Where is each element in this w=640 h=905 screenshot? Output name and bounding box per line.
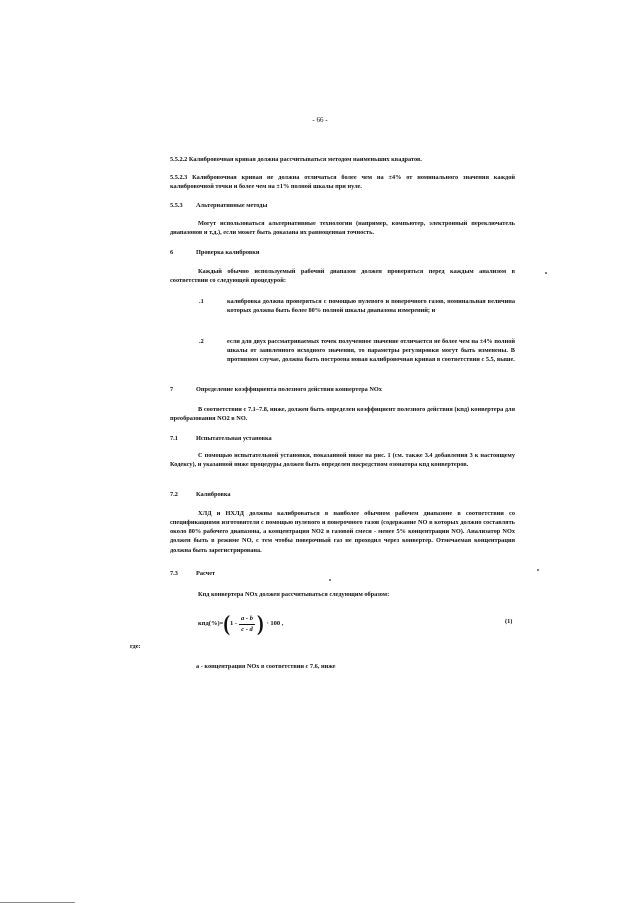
- formula-open-paren: (: [223, 611, 230, 637]
- section-title-6: Проверка калибровки: [196, 249, 260, 256]
- section-number-5-5-3: 5.5.3: [170, 202, 183, 209]
- page-number: - 66 -: [312, 116, 328, 124]
- list-item-number-2: .2: [199, 338, 204, 345]
- section-title-7: Определение коэффициента полезного действия конвертера NOx: [196, 386, 382, 393]
- paragraph-6: Каждый обычно используемый рабочий диапазон должен проверяться перед каждым анализом в соответствии со следующей процедурой:: [170, 268, 515, 285]
- paragraph-5-5-2-2: 5.5.2.2 Калибровочная кривая должна рассчитываться методом наименьших квадратов.: [170, 156, 422, 163]
- list-item-text-1: калибровка должна проверяться с помощью нулевого и поверочного газов, номинальная величина которых должна быть более 80% полной шкалы диапазона измерений; и: [227, 298, 515, 315]
- formula-numerator: a - b: [239, 614, 255, 624]
- section-title-5-5-3: Альтернативные методы: [196, 202, 268, 209]
- definition-a: a - концентрация NOx в соответствии с 7.6, ниже: [196, 663, 336, 670]
- where-label: где:: [130, 643, 141, 650]
- section-number-7-1: 7.1: [170, 435, 178, 442]
- formula-close-paren: ): [256, 611, 264, 637]
- paragraph-7-3: Кпд конвертера NOx должен рассчитываться следующим образом:: [198, 591, 390, 598]
- formula-converter-efficiency: [198, 612, 283, 636]
- scan-edge-line: [0, 902, 75, 903]
- section-number-7-2: 7.2: [170, 491, 178, 498]
- list-item-text-2: если для двух рассматриваемых точек полученное значение отличается не более чем на ±4% полной шкалы от заявленного исходного значения, то параметры регулировки могут быть изменены. В противном случае, должна быть построена новая калибровочная кривая в соответствии с 5.5, выше.: [227, 338, 515, 364]
- section-number-6: 6: [170, 249, 174, 256]
- scan-speck: [545, 272, 547, 274]
- paragraph-7-2: ХЛД и НХЛД должны калиброваться в наиболее обычном рабочем диапазоне в соответствии со спецификациями изготовителя с помощью нулевого и поверочного газов (содержание NO в которых должно составлять около 80% рабочего диапазона, а концентрация NO2 в газовой смеси - менее 5% концентрации NO). Анализатор NOx должен быть в режиме NO, с тем чтобы поверочный газ не проходил через конвертер. Отмечаемая концентрация должна быть зарегистрирована.: [170, 510, 515, 554]
- section-title-7-1: Испытательная установка: [196, 435, 272, 442]
- section-title-7-2: Калибровка: [196, 491, 231, 498]
- scan-speck: [329, 579, 331, 581]
- formula-fraction: [239, 614, 255, 634]
- paragraph-5-5-2-3: 5.5.2.3 Калибровочная кривая не должна отличаться более чем на ±4% от номинального значения каждой калибровочной точки и более чем на ±1% полной шкалы при нуле.: [170, 174, 515, 191]
- formula-lhs: кпд(%)=: [198, 620, 224, 628]
- paragraph-7: В соответствии с 7.1–7.8, ниже, должен быть определен коэффициент полезного действия (кпд) конвертера для преобразования NO2 в NO.: [170, 406, 515, 423]
- section-number-7-3: 7.3: [170, 570, 178, 577]
- formula-tail: · 100 ,: [266, 620, 284, 628]
- paragraph-5-5-3: Могут использоваться альтернативные технологии (например, компьютер, электронный переключатель диапазонов и т.д.), если может быть доказана их равноценная точность.: [170, 220, 515, 237]
- list-item-number-1: .1: [199, 298, 204, 305]
- scan-speck: [537, 569, 539, 571]
- section-number-7: 7: [170, 386, 174, 393]
- equation-number: (1): [505, 618, 513, 625]
- formula-denominator: c - d: [241, 625, 253, 633]
- section-title-7-3: Расчет: [196, 570, 216, 577]
- formula-one-minus: 1 -: [229, 620, 238, 628]
- paragraph-7-1: С помощью испытательной установки, показанной ниже на рис. 1 (см. также 3.4 добавления 3 к настоящему Кодексу), и указанной ниже процедуры должен быть определен посредством озонатора кпд конвертеров.: [170, 452, 515, 469]
